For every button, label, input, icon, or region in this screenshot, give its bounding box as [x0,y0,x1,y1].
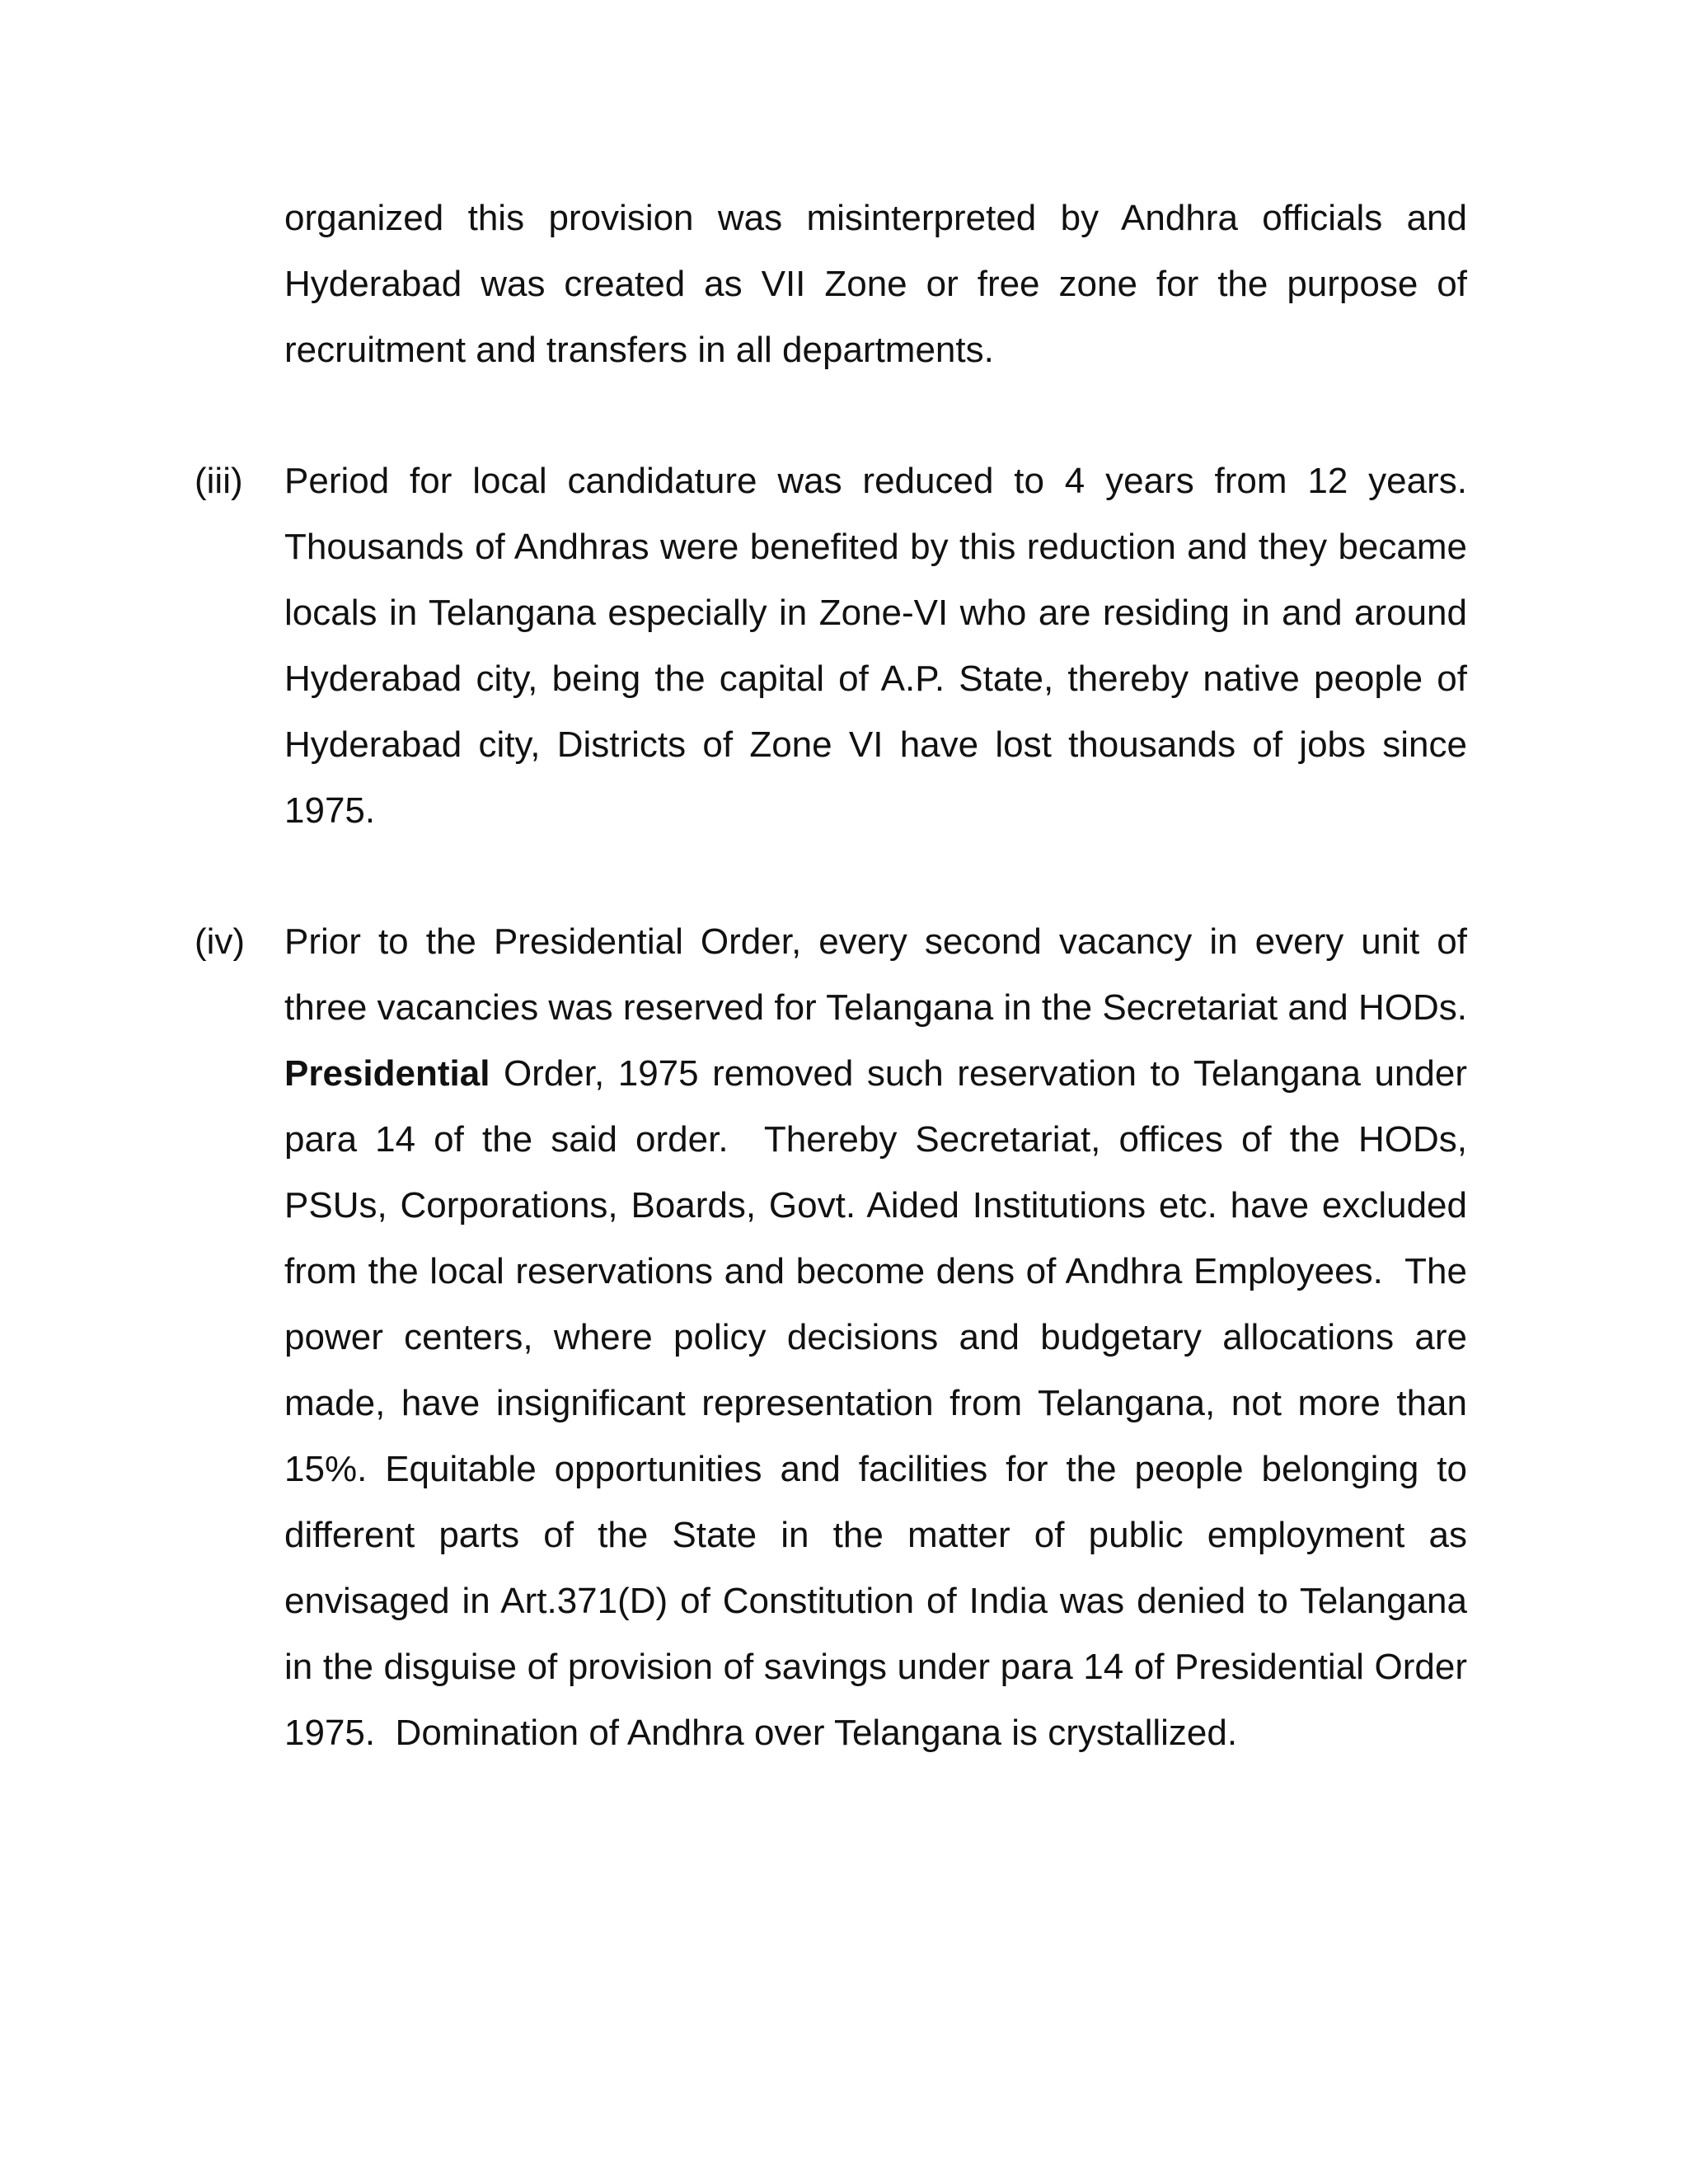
continuation-text: organized this provision was misinterpreted by Andhra officials and Hyderabad was created as VII Zone or free zone for the purpose of recruitment and transfers in all departments. [284,198,1467,370]
item-text-iii: Period for local candidature was reduced to 4 years from 12 years. Thousands of Andhras were benefited by this reduction and they became locals in Telangana especially in Zone-VI who are residing in and around Hyderabad city, being the capital of A.P. State, thereby native people of Hyderabad city, Districts of Zone VI have lost thousands of jobs since 1975. [284,461,1467,831]
item-paragraph-iii [284,448,1467,844]
item-marker-iii: (iii) [195,461,243,501]
continuation-paragraph [284,185,1467,383]
item-text-iv-part2: Order, 1975 removed such reservation to Telangana under para 14 of the said order. Thereby Secretariat, offices of the HODs, PSUs, Corporations, Boards, Govt. Aided Institutions etc. have excluded from the local reservations and become dens of Andhra Employees. The power centers, where policy decisions and budgetary allocations are made, have insignificant representation from Telangana, not more than 15%. Equitable opportunities and facilities for the people belonging to different parts of the State in the matter of public employment as envisaged in Art.371(D) of Constitution of India was denied to Telangana in the disguise of provision of savings under para 14 of Presidential Order 1975. Domination of Andhra over Telangana is crystallized. [284,1053,1478,1753]
item-text-iv-bold: Presidential [284,1053,490,1094]
item-marker-iv: (iv) [195,921,246,962]
item-paragraph-iv [284,909,1488,1766]
item-text-iv-part1: Prior to the Presidential Order, every second vacancy in every unit of three vacancies was reserved for Telangana in the Secretariat and HODs. [284,921,1488,1028]
